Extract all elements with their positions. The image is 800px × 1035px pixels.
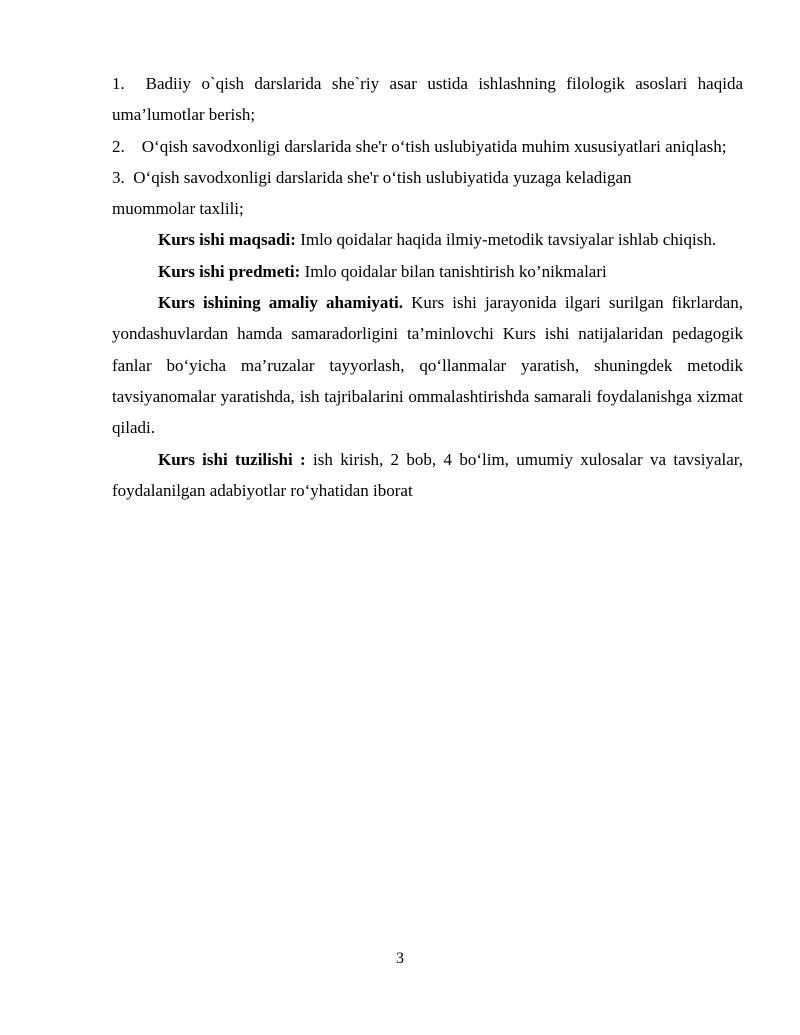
list-number: 2.	[112, 136, 125, 156]
section-maqsad	[112, 224, 743, 255]
section-text: Imlo qoidalar haqida ilmiy-metodik tavsiyalar ishlab chiqish.	[300, 230, 717, 250]
section-tuzilish	[112, 444, 743, 507]
list-item-1	[112, 68, 743, 131]
list-number: 1.	[112, 74, 125, 93]
section-text: ish kirish, 2 bob, 4 bo‘lim, umumiy xulosalar va tavsiyalar, foydalanilgan adabiyotlar ro‘yhatidan iborat	[112, 449, 744, 500]
section-amaliy	[112, 287, 743, 443]
section-label: Kurs ishi predmeti:	[158, 261, 301, 281]
section-label: Kurs ishining amaliy ahamiyati.	[158, 293, 403, 313]
document-body	[112, 68, 743, 506]
page-number: 3	[396, 950, 404, 967]
list-item-3	[112, 162, 743, 225]
section-predmet	[112, 256, 743, 287]
list-number: 3.	[112, 167, 125, 187]
list-text: O‘qish savodxonligi darslarida she'r o‘tish uslubiyatida muhim xususiyatlari aniqlash;	[141, 136, 727, 156]
section-text: Imlo qoidalar bilan tanishtirish ko’nikmalari	[304, 261, 607, 281]
list-text: O‘qish savodxonligi darslarida she'r o‘tish uslubiyatida yuzaga keladigan	[133, 167, 632, 187]
list-text: Badiiy o`qish darslarida she`riy asar ustida ishlashning filologik asoslari haqida uma’lumotlar berish;	[112, 74, 743, 125]
list-text-continued: muommolar taxlili;	[112, 199, 244, 219]
list-item-2	[112, 131, 743, 162]
section-label: Kurs ishi tuzilishi :	[158, 449, 306, 469]
section-text: Kurs ishi jarayonida ilgari surilgan fikrlardan, yondashuvlardan hamda samaradorligini ta’minlovchi Kurs ishi natijalaridan pedagogik fanlar bo‘yicha ma’ruzalar tayyorlash, qo‘llanmalar yaratish, shuningdek metodik tavsiyanomalar yaratishda, ish tajribalarini ommalashtirishda samarali foydalanishga xizmat qiladi.	[112, 293, 744, 438]
section-label: Kurs ishi maqsadi:	[158, 230, 296, 250]
